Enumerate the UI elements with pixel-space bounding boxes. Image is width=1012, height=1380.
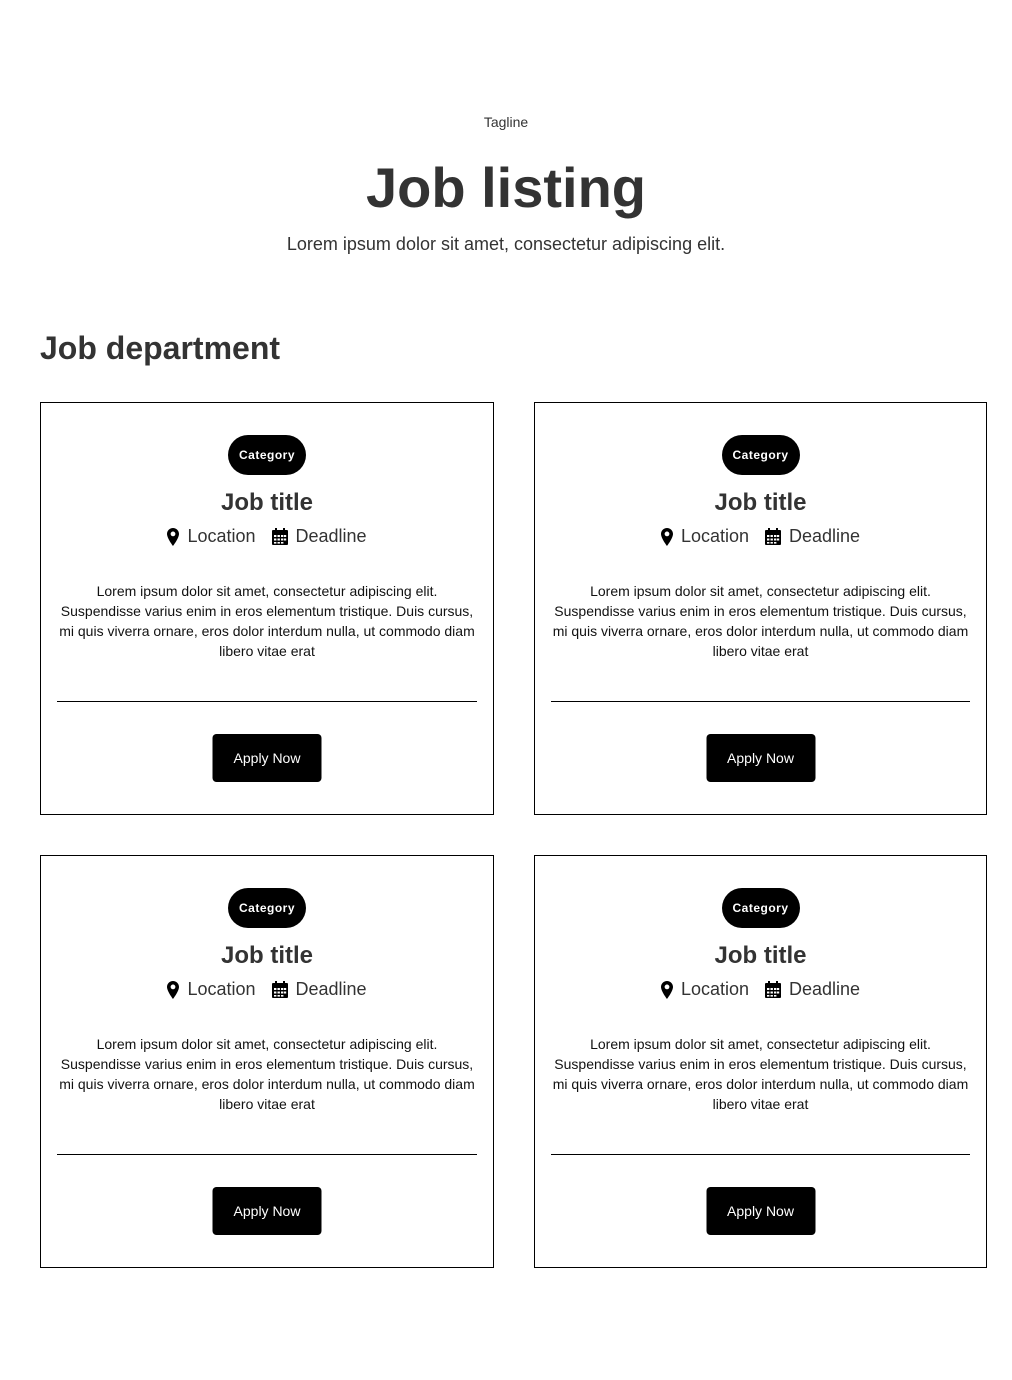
- card-divider: [551, 701, 970, 702]
- deadline-label: Deadline: [789, 526, 861, 546]
- job-description: Lorem ipsum dolor sit amet, consectetur adipiscing elit. Suspendisse varius enim in eros elementum tristique. Duis cursus, mi quis viverra ornare, eros dolor interdum nulla, ut commodo diam libero vitae erat: [59, 1036, 475, 1112]
- job-meta: [535, 979, 986, 1000]
- deadline-label: Deadline: [295, 979, 367, 999]
- job-deadline: [272, 526, 367, 547]
- job-description: Lorem ipsum dolor sit amet, consectetur adipiscing elit. Suspendisse varius enim in eros elementum tristique. Duis cursus, mi quis viverra ornare, eros dolor interdum nulla, ut commodo diam libero vitae erat: [552, 1036, 969, 1112]
- apply-now-button[interactable]: Apply Now: [213, 734, 322, 782]
- job-location: [167, 979, 255, 1000]
- deadline-label: Deadline: [295, 526, 367, 546]
- job-meta: [535, 526, 986, 547]
- job-deadline: [765, 979, 860, 1000]
- job-description: Lorem ipsum dolor sit amet, consectetur adipiscing elit. Suspendisse varius enim in eros elementum tristique. Duis cursus, mi quis viverra ornare, eros dolor interdum nulla, ut commodo diam libero vitae erat: [59, 583, 475, 659]
- job-location: [167, 526, 255, 547]
- job-meta: [41, 526, 493, 547]
- map-pin-icon: [167, 981, 179, 999]
- job-card: [40, 855, 494, 1268]
- job-title: Job title: [714, 942, 807, 969]
- apply-now-button[interactable]: Apply Now: [213, 1187, 322, 1235]
- calendar-icon: [272, 528, 288, 545]
- job-card: [40, 402, 494, 815]
- job-location: [661, 979, 749, 1000]
- job-title: Job title: [220, 942, 313, 969]
- category-badge: Category: [228, 435, 306, 475]
- map-pin-icon: [661, 528, 673, 546]
- job-location: [661, 526, 749, 547]
- job-deadline: [765, 526, 860, 547]
- deadline-label: Deadline: [789, 979, 861, 999]
- map-pin-icon: [661, 981, 673, 999]
- job-meta: [41, 979, 493, 1000]
- job-title: Job title: [714, 489, 807, 516]
- job-title: Job title: [220, 489, 313, 516]
- job-deadline: [272, 979, 367, 1000]
- page-subtitle: Lorem ipsum dolor sit amet, consectetur adipiscing elit.: [286, 234, 726, 254]
- calendar-icon: [765, 981, 781, 998]
- location-label: Location: [187, 979, 256, 999]
- category-badge: Category: [228, 888, 306, 928]
- category-badge: Category: [722, 435, 800, 475]
- page-title: Job listing: [366, 156, 646, 219]
- calendar-icon: [272, 981, 288, 998]
- location-label: Location: [680, 526, 749, 546]
- category-badge: Category: [722, 888, 800, 928]
- card-divider: [57, 1154, 477, 1155]
- location-label: Location: [680, 979, 749, 999]
- card-divider: [57, 701, 477, 702]
- card-divider: [551, 1154, 970, 1155]
- apply-now-button[interactable]: Apply Now: [706, 734, 815, 782]
- location-label: Location: [187, 526, 256, 546]
- department-title: Job department: [40, 330, 281, 366]
- job-description: Lorem ipsum dolor sit amet, consectetur adipiscing elit. Suspendisse varius enim in eros elementum tristique. Duis cursus, mi quis viverra ornare, eros dolor interdum nulla, ut commodo diam libero vitae erat: [552, 583, 969, 659]
- map-pin-icon: [167, 528, 179, 546]
- job-card: [534, 402, 987, 815]
- job-card: [534, 855, 987, 1268]
- apply-now-button[interactable]: Apply Now: [706, 1187, 815, 1235]
- tagline: Tagline: [483, 114, 529, 130]
- calendar-icon: [765, 528, 781, 545]
